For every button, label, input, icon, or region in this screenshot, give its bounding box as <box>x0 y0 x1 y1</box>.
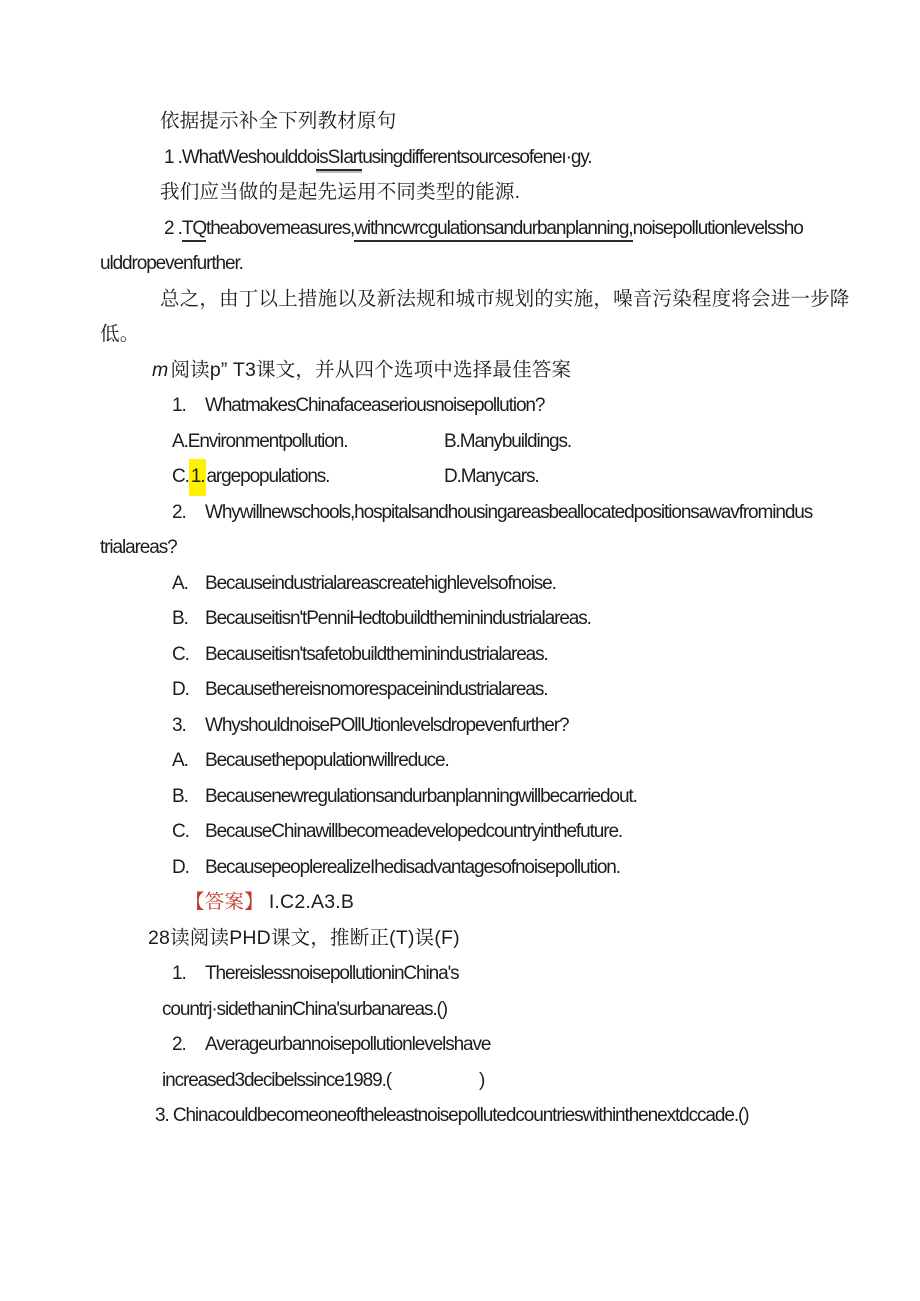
mcq-q2-option-d-label: D. <box>172 679 189 700</box>
mcq-q2-option-d-text: Becausethereisnomorespaceinindustrialareas. <box>205 679 548 700</box>
answer-value: I.C2.A3.B <box>268 891 355 913</box>
tf-section-heading: 28读阅读PHD课文，推断正(T)误(F) <box>148 926 460 949</box>
mcq-question-3 <box>100 708 870 744</box>
mcq-q3-option-c-text: BecauseChinawillbecomeadevelopedcountryinthefuture. <box>205 821 623 842</box>
mcq-q3-option-b <box>100 779 870 815</box>
fill-item-2-translation-line-2: 低。 <box>100 323 140 345</box>
fill-item-2-translation-line-1: 总之，由丁以上措施以及新法规和城市规划的实施，噪音污染程度将会进一步降 <box>160 287 850 310</box>
mcq-q2-option-a-text: Becauseindustrialareascreatehighlevelsofnoise. <box>205 572 556 594</box>
mcq-q2-option-c <box>100 637 870 673</box>
mcq-q1-option-c-post: argepopulations. <box>206 466 330 487</box>
fill-item-1-translation: 我们应当做的是起先运用不同类型的能源. <box>160 181 521 203</box>
mcq-q1-option-c-pre: C. <box>172 466 189 487</box>
mcq-q1-option-c <box>172 459 444 495</box>
fill-item-1-post: usingdifferentsourcesofeneı·gy. <box>362 146 592 168</box>
document-content <box>100 104 870 1134</box>
tf-item-2-line-2-close: ) <box>479 1069 485 1091</box>
tf-item-1-number: 1. <box>172 963 186 984</box>
tf-item-3: 3. Chinacouldbecomeoneoftheleastnoisepollutedcountrieswithinthenextdccade.() <box>155 1105 749 1126</box>
fill-item-2-pre: 2 . <box>164 217 182 239</box>
mcq-q3-option-d-label: D. <box>172 856 189 878</box>
fill-item-2-blank-1-underlined: TQ <box>182 218 206 242</box>
mcq-q2-option-d <box>100 672 870 708</box>
tf-item-1-line-1 <box>100 956 870 992</box>
fill-item-2-blank-2-underlined: withncwrcgulationsandurbanplanning, <box>354 218 632 242</box>
mcq-q2-option-b-text: Becauseitisn'tPenniHedtobuildtheminindustrialareas. <box>205 608 591 629</box>
mcq-question-1 <box>100 388 870 424</box>
mcq-question-2-text: Whywillnewschools,hospitalsandhousingareasbeallocatedpositionsawavfromindus <box>205 501 813 523</box>
mcq-question-2-number: 2. <box>172 501 186 523</box>
mcq-q2-option-c-text: Becauseitisn'tsafetobuildtheminindustrialareas. <box>205 643 548 665</box>
mcq-question-3-number: 3. <box>172 714 186 736</box>
mcq-q3-option-b-text: Becausenewregulationsandurbanplanningwillbecarriedout. <box>205 785 637 807</box>
mcq-q3-option-a-text: Becausethepopulationwillreduce. <box>205 750 449 771</box>
mcq-q1-option-b: B.Manybuildings. <box>444 430 572 452</box>
tf-item-2-line-1 <box>100 1027 870 1063</box>
mcq-section-heading <box>100 353 870 389</box>
tf-item-2-line-2 <box>100 1063 870 1099</box>
fill-item-2-post: noisepollutionlevelssho <box>632 217 803 239</box>
mcq-q2-option-c-label: C. <box>172 643 189 665</box>
mcq-q3-option-c <box>100 814 870 850</box>
tf-item-1-line-2: countrj·sidethaninChina'surbanareas.() <box>162 998 448 1020</box>
mcq-q3-option-a <box>100 743 870 779</box>
mcq-q3-option-d <box>100 850 870 886</box>
mcq-q1-option-d: D.Manycars. <box>444 466 539 487</box>
fill-item-2-wrap: ulddropevenfurther. <box>100 253 243 274</box>
tf-item-2-text: Averageurbannoisepollutionlevelshave <box>205 1034 491 1055</box>
answer-line <box>100 885 870 921</box>
mcq-q2-option-a <box>100 566 870 602</box>
mcq-q3-option-b-label: B. <box>172 785 188 807</box>
mcq-q3-option-d-text: BecausepeoplerealizeIhedisadvantagesofnoisepollution. <box>205 856 620 878</box>
mcq-q2-option-b-label: B. <box>172 608 188 629</box>
mcq-q1-options-row-cd <box>100 459 870 495</box>
mcq-question-2-line-1 <box>100 495 870 531</box>
mcq-q1-option-c-yellow-highlight: 1. <box>189 459 207 496</box>
tf-item-2-line-2-pre: increased3decibelssince1989.( <box>162 1069 391 1091</box>
mcq-question-1-number: 1. <box>172 395 186 416</box>
mcq-q3-option-a-label: A. <box>172 750 188 771</box>
mcq-q2-option-a-label: A. <box>172 572 188 594</box>
fill-item-1-pre: 1 .WhatWeshoulddo <box>164 146 317 168</box>
mcq-q3-option-c-label: C. <box>172 821 189 842</box>
mcq-question-2-line-2: trialareas? <box>100 537 177 558</box>
fill-item-2 <box>100 211 870 247</box>
mcq-heading-text: 阅读p” T3课文，并从四个选项中选择最佳答案 <box>170 358 572 381</box>
tf-item-1-text: ThereislessnoisepollutioninChina's <box>205 963 459 984</box>
fill-item-2-mid: theabovemeasures, <box>206 217 355 239</box>
mcq-question-1-text: WhatmakesChinafaceaseriousnoisepollution? <box>205 395 545 416</box>
fill-section-heading: 依据提示补全下列教材原句 <box>160 110 397 132</box>
mcq-question-3-text: WhyshouldnoisePOllUtionlevelsdropevenfurther? <box>205 714 569 736</box>
fill-item-1-blank-underlined: isSIart <box>316 147 362 171</box>
answer-label: 【答案】 <box>185 891 264 913</box>
mcq-heading-italic-m: m <box>152 358 169 381</box>
mcq-q1-options-row-ab <box>100 424 870 460</box>
mcq-q2-option-b <box>100 601 870 637</box>
tf-item-2-number: 2. <box>172 1034 186 1055</box>
fill-item-1 <box>100 140 870 176</box>
mcq-q1-option-a: A.Environmentpollution. <box>172 430 348 452</box>
